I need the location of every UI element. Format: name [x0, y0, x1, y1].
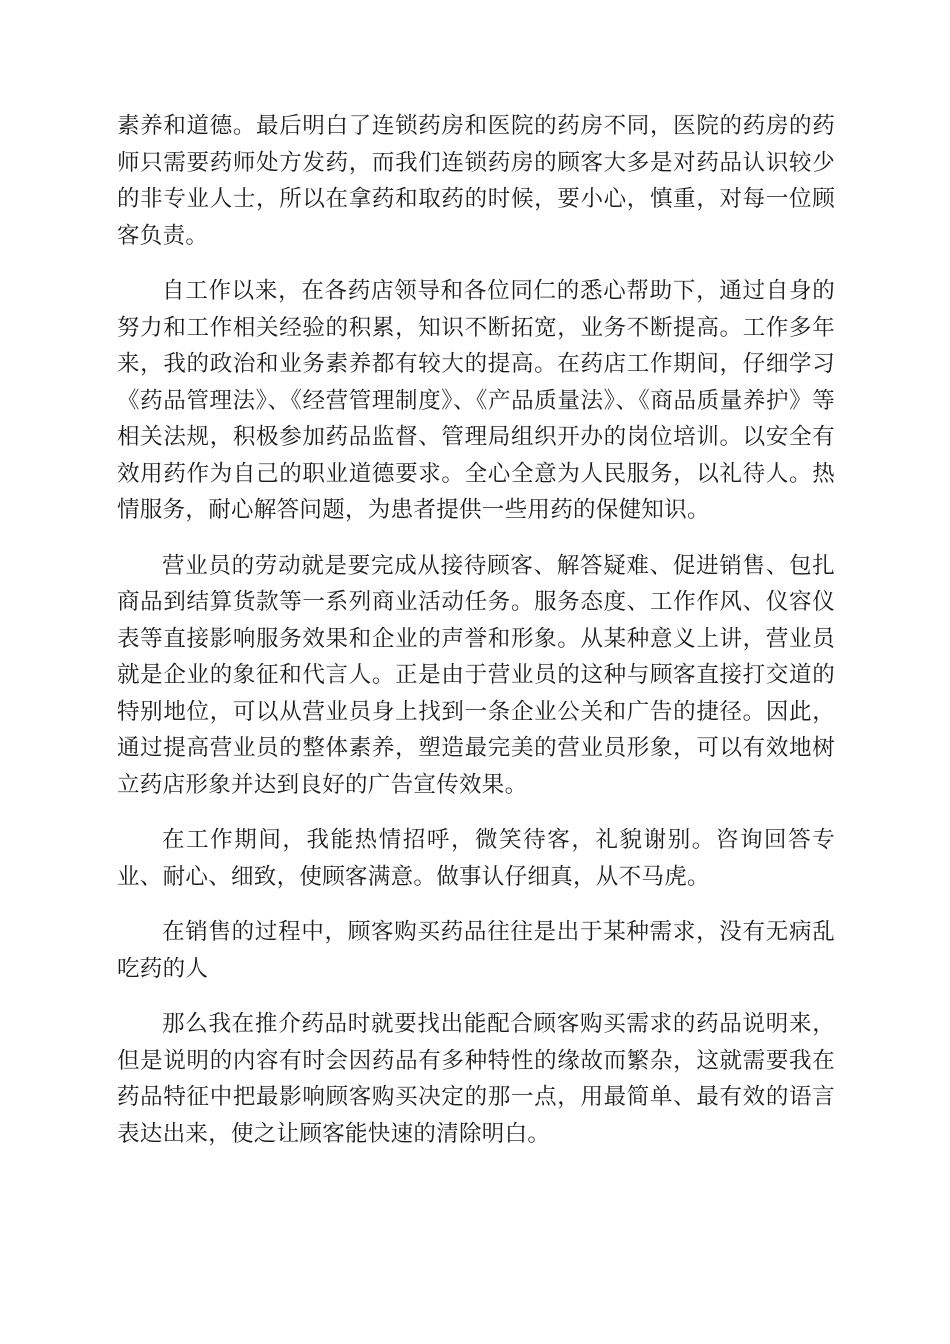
paragraph-4: 在工作期间，我能热情招呼，微笑待客，礼貌谢别。咨询回答专业、耐心、细致，使顾客满意。做事认仔细真，从不马虎。 [117, 827, 835, 890]
paragraph-3: 营业员的劳动就是要完成从接待顾客、解答疑难、促进销售、包扎商品到结算货款等一系列商业活动任务。服务态度、工作作风、仪容仪表等直接影响服务效果和企业的声誉和形象。从某种意义上讲，营业员就是企业的象征和代言人。正是由于营业员的这种与顾客直接打交道的特别地位，可以从营业员身上找到一条企业公关和广告的捷径。因此，通过提高营业员的整体素养，塑造最完美的营业员形象，可以有效地树立药店形象并达到良好的广告宣传效果。 [117, 552, 835, 798]
paragraph-1: 素养和道德。最后明白了连锁药房和医院的药房不同，医院的药房的药师只需要药师处方发药，而我们连锁药房的顾客大多是对药品认识较少的非专业人士，所以在拿药和取药的时候，要小心，慎重，对每一位顾客负责。 [117, 113, 835, 249]
paragraph-5: 在销售的过程中，顾客购买药品往往是出于某种需求，没有无病乱吃药的人 [117, 919, 835, 982]
paragraph-2: 自工作以来，在各药店领导和各位同仁的悉心帮助下，通过自身的努力和工作相关经验的积累，知识不断拓宽，业务不断提高。工作多年来，我的政治和业务素养都有较大的提高。在药店工作期间，仔细学习《药品管理法》、《经营管理制度》、《产品质量法》、《商品质量养护》等相关法规，积极参加药品监督、管理局组织开办的岗位培训。以安全有效用药作为自己的职业道德要求。全心全意为人民服务，以礼待人。热情服务，耐心解答问题，为患者提供一些用药的保健知识。 [117, 278, 835, 523]
paragraph-6: 那么我在推介药品时就要找出能配合顾客购买需求的药品说明来，但是说明的内容有时会因药品有多种特性的缘故而繁杂，这就需要我在药品特征中把最影响顾客购买决定的那一点，用最简单、最有效的语言表达出来，使之让顾客能快速的清除明白。 [117, 1011, 835, 1147]
document-body [117, 108, 835, 1171]
